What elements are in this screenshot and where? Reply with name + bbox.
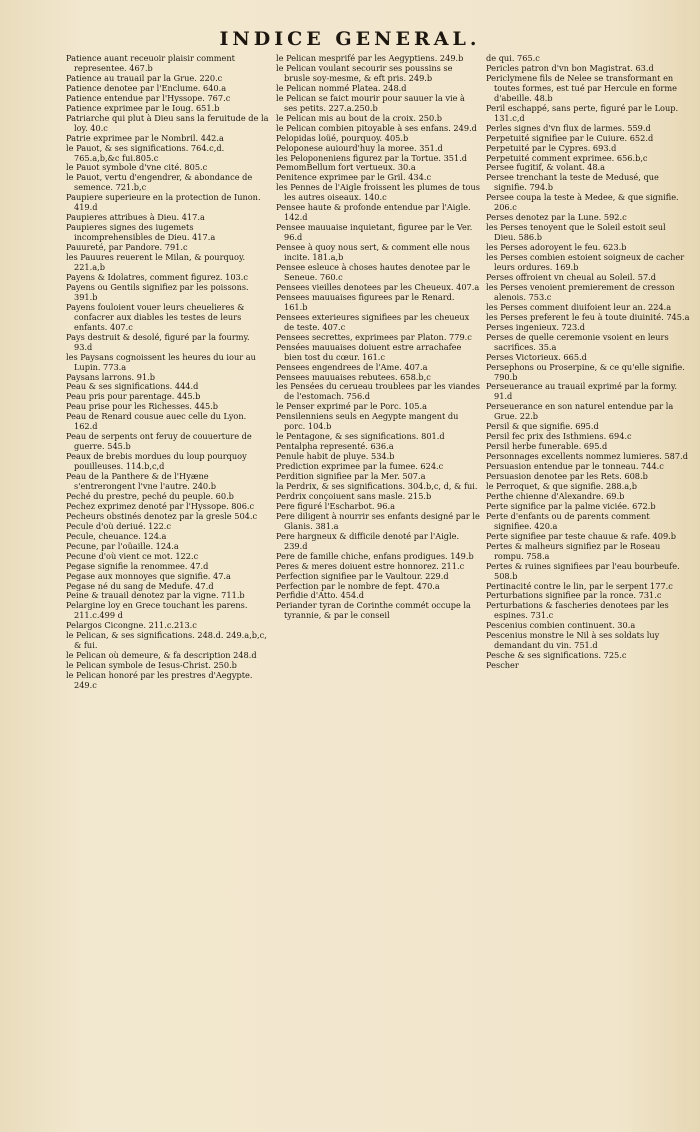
index-entry: Pauureté, par Pandore. 791.c <box>66 242 188 253</box>
index-entry: Peau de la Panthere & de l'Hyæne s'entrerongent l'vne l'autre. 240.b <box>66 471 216 491</box>
index-entry: Perte d'enfants ou de parents comment signifiee. 420.a <box>486 510 650 531</box>
index-entry: les Perses preferent le feu à toute diuinité. 745.a <box>486 311 690 322</box>
index-entry: le Perroquet, & que signifie. 288.a,b <box>486 480 637 491</box>
index-entry: Pescher <box>486 660 519 671</box>
index-entry: Patience auant receuoir plaisir comment representee. 467.b <box>66 54 235 73</box>
index-entry: les Paysans cognoissent les heures du iour au Lupin. 773.a <box>66 351 256 372</box>
index-entry: Perses offroient vn cheual au Soleil. 57.d <box>486 271 657 282</box>
index-entry: Pertes & ruines signifiees par l'eau bourbeufe. 508.b <box>486 560 680 581</box>
index-entry: Pericles patron d'vn bon Magistrat. 63.d <box>486 62 654 73</box>
index-entry: Perfection par le nombre de fept. 470.a <box>276 580 440 591</box>
index-entry: Pensees mauuaises figurees par le Renard. 161.b <box>276 291 455 312</box>
index-entry: le Pelican se faict mourir pour sauuer la vie à ses petits. 227.a.250.b <box>276 92 465 113</box>
index-entry: Peau de serpents ont feruy de couuerture de guerre. 545.b <box>66 431 252 452</box>
index-entry: Perseuerance au trauail exprimé par la formy. 91.d <box>486 381 677 402</box>
index-entry: Pensilenniens seuls en Aegypte mangent du porc. 104.b <box>276 411 459 432</box>
index-entry: le Pentagone, & ses significations. 801.d <box>276 431 445 442</box>
index-entry: Paupieres signes des iugemets incomprehensibles de Dieu. 417.a <box>66 222 216 243</box>
index-entry: Pesche & ses significations. 725.c <box>486 650 627 661</box>
index-entry: Persuasion denotee par les Rets. 608.b <box>486 471 648 482</box>
index-entry: les Pensées du cerueau troublees par les viandes de l'estomach. 756.d <box>276 381 480 402</box>
index-column-right <box>486 54 690 1122</box>
index-entry: Patience au trauail par la Grue. 220.c <box>66 72 223 83</box>
index-entry: Pere figuré l'Escharbot. 96.a <box>276 500 395 511</box>
index-entry: Pere de famille chiche, enfans prodigues. 149.b <box>276 550 474 561</box>
index-entry: Peres & meres doiuent estre honnorez. 211.c <box>276 560 465 571</box>
index-entry: Persee trenchant la teste de Medusé, que signifie. 794.b <box>486 172 659 193</box>
index-entry: Paysans larrons. 91.b <box>66 371 156 382</box>
index-entry: les Pennes de l'Aigle froissent les plumes de tous les autres oiseaux. 140.c <box>276 182 480 203</box>
index-entry: Periclymene fils de Nelee se transformant en toutes formes, est tué par Hercule en forme d'abeille. 48.b <box>486 72 677 103</box>
index-entry: Perpetuité signifiee par le Cuiure. 652.d <box>486 132 654 143</box>
page-header: INDICE GENERAL. <box>219 28 481 50</box>
index-entry: Penitence exprimee par le Gril. 434.c <box>276 172 432 183</box>
index-entry: Pecule d'où deriué. 122.c <box>66 520 171 531</box>
index-entry: Perpetuité comment exprimee. 656.b,c <box>486 152 648 163</box>
index-entry: Pecheurs obstinés denotez par la gresle 504.c <box>66 510 258 521</box>
index-entry: Penule habit de pluye. 534.b <box>276 451 395 462</box>
index-entry: Pere hargneux & difficile denoté par l'Aigle. 239.d <box>276 530 460 551</box>
index-entry: Pensee haute & profonde entendue par l'Aigle. 142.d <box>276 202 471 223</box>
index-entry: Pertes & malheurs signifiez par le Roseau rompu. 758.a <box>486 540 661 561</box>
index-entry: Pays destruit & desolé, figuré par la fourmy. 93.d <box>66 331 250 352</box>
index-entry: les Peloponeniens figurez par la Tortue. 351.d <box>276 152 468 163</box>
index-entry: le Pelican où demeure, & fa description 248.d <box>66 650 257 661</box>
index-entry: Perses denotez par la Lune. 592.c <box>486 212 627 223</box>
index-entry: Pensee esleuce à choses hautes denotee par le Seneue. 760.c <box>276 262 471 282</box>
index-entry: Patience exprimee par le Ioug. 651.b <box>66 102 220 113</box>
index-entry: Perpetuité par le Cypres. 693.d <box>486 142 617 153</box>
index-entry: Peau de Renard cousue auec celle du Lyon. 162.d <box>66 411 247 432</box>
index-entry: Pegase aux monnoyes que signifie. 47.a <box>66 570 231 581</box>
index-entry: Peine & trauail denotez par la vigne. 711.b <box>66 590 245 601</box>
index-entry: les Perses combien estoient soigneux de cacher leurs ordures. 169.b <box>486 252 685 273</box>
index-entry: le Pauot, & ses significations. 764.c,d. 765.a,b,&c fui.805.c <box>66 142 225 163</box>
index-entry: Perte significe par la palme viciée. 672.b <box>486 500 656 511</box>
index-entry: Perfection signifiee par le Vaultour. 229.d <box>276 570 449 581</box>
index-entry: Payens fouloient vouer leurs cheuelieres & confacrer aux diables les testes de leurs enfants. 407.c <box>66 301 245 332</box>
index-entry: Pelargine loy en Grece touchant les parens. 211.c.499 d <box>66 600 248 621</box>
index-entry: de qui. 765.c <box>486 54 540 63</box>
index-entry: Perses Victorieux. 665.d <box>486 351 587 362</box>
index-entry: Peril eschappé, sans perte, figuré par le Loup. 131.c,d <box>486 102 679 123</box>
index-entry: Prediction exprimee par la fumee. 624.c <box>276 461 444 472</box>
index-entry: Pescenius monstre le Nil à ses soldats luy demandant du vin. 751.d <box>486 630 660 651</box>
index-entry: le Pelican voulant secourir ses poussins se brusle soy-mesme, & eft pris. 249.b <box>276 62 453 83</box>
index-entry: Peau prise pour les Richesses. 445.b <box>66 401 219 412</box>
index-entry: le Pauot, vertu d'engendrer, & abondance de semence. 721.b,c <box>66 172 253 193</box>
index-entry: Patriarche qui plut à Dieu sans la feruitude de la loy. 40.c <box>66 112 269 133</box>
index-entry: Pertinacité contre le lin, par le serpent 177.c <box>486 580 673 591</box>
index-entry: Persil & que signifie. 695.d <box>486 421 599 432</box>
index-entry: les Perses adoroyent le feu. 623.b <box>486 242 627 253</box>
index-entry: Pensees engendrees de l'Ame. 407.a <box>276 361 428 372</box>
index-entry: Perles signes d'vn flux de larmes. 559.d <box>486 122 651 133</box>
index-entry: Perte signifiee par teste chauue & rafe. 409.b <box>486 530 677 541</box>
index-entry: Patrie exprimee par le Nombril. 442.a <box>66 132 224 143</box>
index-entry: Periander tyran de Corinthe commét occupe la tyrannie, & par le conseil <box>276 600 471 621</box>
index-entry: Peché du prestre, peché du peuple. 60.b <box>66 490 234 501</box>
index-entry: le Pelican nommé Platea. 248.d <box>276 82 407 93</box>
index-entry: Pechez exprimez denoté par l'Hyssope. 806.c <box>66 500 255 511</box>
index-entry: Pensees mauuaises rebutees. 658.b,c <box>276 371 431 382</box>
index-entry: Perdrix conçoiuent sans masle. 215.b <box>276 490 432 501</box>
index-entry: Peloponese auiourd'huy la moree. 351.d <box>276 142 443 153</box>
index-entry: Perturbations & fascheries denotees par les espines. 731.c <box>486 600 669 621</box>
index-entry: le Pelican honoré par les prestres d'Aegypte. 249.c <box>66 670 253 691</box>
index-entry: la Perdrix, & ses significations. 304.b,c, d, & fui. <box>276 480 478 491</box>
index-column-middle <box>276 54 480 1122</box>
index-entry: Pelopidas loüé, pourquoy. 405.b <box>276 132 409 143</box>
index-entry: Paupieres attribues à Dieu. 417.a <box>66 212 205 223</box>
index-entry: Payens & Idolatres, comment figurez. 103.c <box>66 271 248 282</box>
index-entry: Pensees exterieures signifiees par les cheueux de teste. 407.c <box>276 311 470 332</box>
index-entry: Pentalpha representé. 636.a <box>276 441 394 452</box>
index-entry: Pegase né du sang de Medufe. 47.d <box>66 580 214 591</box>
index-entry: Persee coupa la teste à Medee, & que signifie. 206.c <box>486 192 679 213</box>
index-entry: Perseuerance en son naturel entendue par la Grue. 22.b <box>486 401 674 422</box>
index-entry: Patience entendue par l'Hyssope. 767.c <box>66 92 231 103</box>
index-column-left <box>66 54 270 1122</box>
index-entry: Pecune, par l'oüaille. 124.a <box>66 540 179 551</box>
index-entry: Pensees secrettes, exprimees par Platon. 779.c <box>276 331 472 342</box>
index-entry: Patience denotee par l'Enclume. 640.a <box>66 82 227 93</box>
index-entry: Persuasion entendue par le tonneau. 744.c <box>486 461 664 472</box>
index-entry: Persil fec prix des Isthmiens. 694.c <box>486 431 632 442</box>
index-entry: les Pauures reuerent le Milan, & pourquoy. 221.a,b <box>66 252 246 273</box>
index-entry: Pensees vieilles denotees par les Cheueux. 407.a <box>276 281 480 292</box>
index-entry: Perthe chienne d'Alexandre. 69.b <box>486 490 625 501</box>
index-entry: Paupiere superieure en la protection de Iunon. 419.d <box>66 192 261 213</box>
index-entry: Pelargos Cicongne. 211.c.213.c <box>66 620 197 631</box>
index-entry: Perfidie d'Atto. 454.d <box>276 590 364 601</box>
index-entry: PemomBellum fort vertueux. 30.a <box>276 162 416 173</box>
index-entry: les Perses comment diuifoient leur an. 224.a <box>486 301 672 312</box>
index-entry: Personnages excellents nommez lumieres. 587.d <box>486 451 688 462</box>
index-entry: Perturbations signifiee par la ronce. 731.c <box>486 590 662 601</box>
index-entry: Persil herbe funerable. 695.d <box>486 441 608 452</box>
index-columns <box>66 54 690 1122</box>
index-entry: le Pauot symbole d'vne cité. 805.c <box>66 162 208 173</box>
index-entry: le Pelican mesprifé par les Aegyptiens. 249.b <box>276 54 464 63</box>
index-entry: Perses de quelle ceremonie vsoient en leurs sacrifices. 35.a <box>486 331 669 352</box>
index-entry: Pensee mauuaise inquietant, figuree par le Ver. 96.d <box>276 222 473 243</box>
index-entry: le Pelican combien pitoyable à ses enfans. 249.d <box>276 122 477 133</box>
index-entry: Pere diligent à nourrir ses enfants designé par le Glanis. 381.a <box>276 510 480 531</box>
index-entry: Peau & ses significations. 444.d <box>66 381 199 392</box>
index-entry: Pecule, cheuance. 124.a <box>66 530 167 541</box>
index-entry: Peau pris pour parentage. 445.b <box>66 391 201 402</box>
index-entry: les Perses tenoyent que le Soleil estoit seul Dieu. 586.b <box>486 222 666 243</box>
index-entry: le Pelican mis au bout de la croix. 250.b <box>276 112 443 123</box>
index-entry: Payens ou Gentils signifiez par les poissons. 391.b <box>66 281 249 302</box>
index-entry: Persee fugitif, & volant. 48.a <box>486 162 606 173</box>
index-entry: le Pelican, & ses significations. 248.d. 249.a,b,c, & fui. <box>66 630 267 651</box>
index-entry: Perses ingenieux. 723.d <box>486 321 586 332</box>
index-entry: Pensées mauuaises doiuent estre arrachafee bien tost du cœur. 161.c <box>276 341 462 362</box>
index-entry: Persephons ou Proserpine, & ce qu'elle signifie. 790.b <box>486 361 685 382</box>
index-entry: les Perses venoient premierement de cresson alenois. 753.c <box>486 281 675 302</box>
index-entry: Peaux de brebis mordues du loup pourquoy pouilleuses. 114.b,c,d <box>66 451 247 472</box>
index-entry: le Pelican symbole de Iesus-Christ. 250.b <box>66 660 237 671</box>
index-entry: le Penser exprimé par le Porc. 105.a <box>276 401 427 412</box>
index-entry: Pegase signifie la renommee. 47.d <box>66 560 209 571</box>
index-entry: Perdition signifiee par la Mer. 507.a <box>276 471 426 482</box>
index-entry: Pescenius combien continuent. 30.a <box>486 620 636 631</box>
index-entry: Pecune d'où vient ce mot. 122.c <box>66 550 199 561</box>
index-entry: Pensee à quoy nous sert, & comment elle nous incite. 181.a,b <box>276 242 470 263</box>
